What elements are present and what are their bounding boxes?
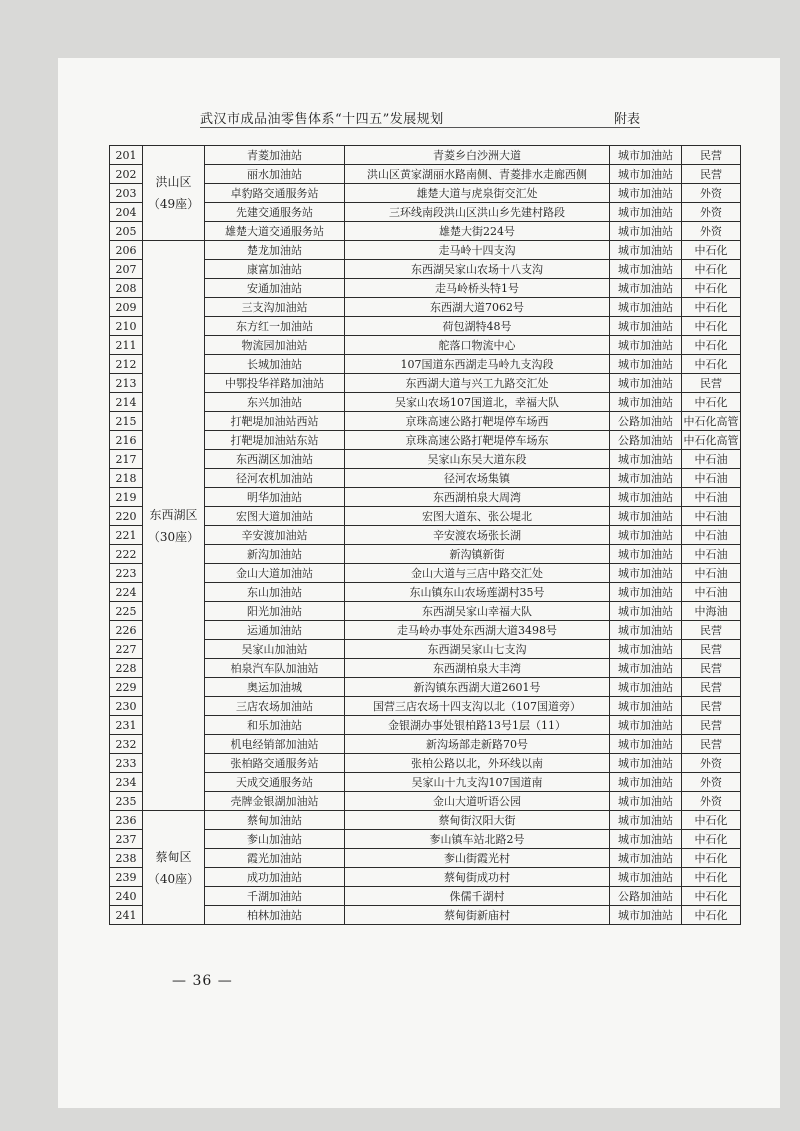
station-name-cell: 青菱加油站 <box>205 146 345 165</box>
row-number-cell: 224 <box>110 583 143 602</box>
address-cell: 京珠高速公路打靶堤停车场东 <box>345 431 610 450</box>
address-cell: 荷包湖特48号 <box>345 317 610 336</box>
table-row <box>110 849 741 868</box>
table-row <box>110 507 741 526</box>
address-cell: 蔡甸街汉阳大街 <box>345 811 610 830</box>
station-table <box>109 145 741 925</box>
station-name-cell: 中鄂投华祥路加油站 <box>205 374 345 393</box>
row-number-cell: 204 <box>110 203 143 222</box>
station-name-cell: 宏图大道加油站 <box>205 507 345 526</box>
station-type-cell: 城市加油站 <box>610 469 682 488</box>
station-name-cell: 运通加油站 <box>205 621 345 640</box>
ownership-cell: 民营 <box>682 735 741 754</box>
station-type-cell: 城市加油站 <box>610 355 682 374</box>
address-cell: 辛安渡农场张长湖 <box>345 526 610 545</box>
district-count: （30座） <box>147 529 200 544</box>
station-name-cell: 蔡甸加油站 <box>205 811 345 830</box>
station-type-cell: 城市加油站 <box>610 678 682 697</box>
table-row <box>110 488 741 507</box>
district-count: （49座） <box>147 197 200 211</box>
station-type-cell: 城市加油站 <box>610 222 682 241</box>
station-type-cell: 城市加油站 <box>610 241 682 260</box>
row-number-cell: 218 <box>110 469 143 488</box>
table-row <box>110 545 741 564</box>
ownership-cell: 中石化 <box>682 241 741 260</box>
ownership-cell: 中海油 <box>682 602 741 621</box>
station-type-cell: 城市加油站 <box>610 564 682 583</box>
ownership-cell: 中石化高管 <box>682 412 741 431</box>
row-number-cell: 202 <box>110 165 143 184</box>
station-name-cell: 奓山加油站 <box>205 830 345 849</box>
row-number-cell: 222 <box>110 545 143 564</box>
station-name-cell: 卓豹路交通服务站 <box>205 184 345 203</box>
table-row <box>110 469 741 488</box>
station-type-cell: 城市加油站 <box>610 792 682 811</box>
ownership-cell: 中石化 <box>682 260 741 279</box>
table-row <box>110 222 741 241</box>
station-type-cell: 城市加油站 <box>610 849 682 868</box>
ownership-cell: 中石化 <box>682 355 741 374</box>
table-row <box>110 773 741 792</box>
table-row <box>110 317 741 336</box>
row-number-cell: 241 <box>110 906 143 925</box>
table-row <box>110 811 741 830</box>
ownership-cell: 外资 <box>682 773 741 792</box>
table-row <box>110 184 741 203</box>
station-name-cell: 吴家山加油站 <box>205 640 345 659</box>
ownership-cell: 民营 <box>682 659 741 678</box>
page-number: — 36 — <box>172 973 233 989</box>
station-name-cell: 张柏路交通服务站 <box>205 754 345 773</box>
station-name-cell: 和乐加油站 <box>205 716 345 735</box>
address-cell: 东山镇东山农场莲湖村35号 <box>345 583 610 602</box>
table-row <box>110 450 741 469</box>
station-name-cell: 打靶堤加油站东站 <box>205 431 345 450</box>
station-type-cell: 城市加油站 <box>610 697 682 716</box>
address-cell: 东西湖大道与兴工九路交汇处 <box>345 374 610 393</box>
table-row <box>110 241 741 260</box>
ownership-cell: 中石油 <box>682 450 741 469</box>
ownership-cell: 中石油 <box>682 583 741 602</box>
station-name-cell: 东西湖区加油站 <box>205 450 345 469</box>
ownership-cell: 中石化 <box>682 336 741 355</box>
station-type-cell: 城市加油站 <box>610 545 682 564</box>
station-type-cell: 城市加油站 <box>610 526 682 545</box>
row-number-cell: 223 <box>110 564 143 583</box>
table-row <box>110 165 741 184</box>
station-name-cell: 打靶堤加油站西站 <box>205 412 345 431</box>
station-name-cell: 辛安渡加油站 <box>205 526 345 545</box>
ownership-cell: 民营 <box>682 146 741 165</box>
ownership-cell: 中石化 <box>682 298 741 317</box>
station-type-cell: 城市加油站 <box>610 659 682 678</box>
station-type-cell: 城市加油站 <box>610 602 682 621</box>
address-cell: 三环线南段洪山区洪山乡先建村路段 <box>345 203 610 222</box>
table-row <box>110 621 741 640</box>
station-name-cell: 东方红一加油站 <box>205 317 345 336</box>
address-cell: 蔡甸街新庙村 <box>345 906 610 925</box>
ownership-cell: 民营 <box>682 697 741 716</box>
row-number-cell: 216 <box>110 431 143 450</box>
address-cell: 金银湖办事处银柏路13号1层（11） <box>345 716 610 735</box>
station-type-cell: 公路加油站 <box>610 887 682 906</box>
row-number-cell: 230 <box>110 697 143 716</box>
row-number-cell: 205 <box>110 222 143 241</box>
station-name-cell: 丽水加油站 <box>205 165 345 184</box>
row-number-cell: 227 <box>110 640 143 659</box>
station-name-cell: 东山加油站 <box>205 583 345 602</box>
station-name-cell: 壳牌金银湖加油站 <box>205 792 345 811</box>
address-cell: 新沟场部走新路70号 <box>345 735 610 754</box>
table-row <box>110 716 741 735</box>
ownership-cell: 中石化 <box>682 317 741 336</box>
table-row <box>110 412 741 431</box>
table-row <box>110 887 741 906</box>
station-type-cell: 城市加油站 <box>610 583 682 602</box>
district-cell <box>143 241 205 811</box>
station-name-cell: 三店农场加油站 <box>205 697 345 716</box>
table-row <box>110 260 741 279</box>
station-type-cell: 城市加油站 <box>610 773 682 792</box>
address-cell: 东西湖大道7062号 <box>345 298 610 317</box>
station-type-cell: 城市加油站 <box>610 488 682 507</box>
address-cell: 吴家山东吴大道东段 <box>345 450 610 469</box>
station-name-cell: 东兴加油站 <box>205 393 345 412</box>
row-number-cell: 213 <box>110 374 143 393</box>
ownership-cell: 中石化 <box>682 830 741 849</box>
table-row <box>110 393 741 412</box>
station-name-cell: 成功加油站 <box>205 868 345 887</box>
district-name: 蔡甸区 <box>155 849 192 864</box>
row-number-cell: 220 <box>110 507 143 526</box>
address-cell: 雄楚大道与虎泉街交汇处 <box>345 184 610 203</box>
row-number-cell: 228 <box>110 659 143 678</box>
row-number-cell: 203 <box>110 184 143 203</box>
row-number-cell: 237 <box>110 830 143 849</box>
station-name-cell: 康富加油站 <box>205 260 345 279</box>
station-name-cell: 柏林加油站 <box>205 906 345 925</box>
address-cell: 东西湖吴家山七支沟 <box>345 640 610 659</box>
station-name-cell: 先建交通服务站 <box>205 203 345 222</box>
station-name-cell: 径河农机加油站 <box>205 469 345 488</box>
ownership-cell: 中石油 <box>682 545 741 564</box>
ownership-cell: 中石油 <box>682 469 741 488</box>
table-row <box>110 564 741 583</box>
station-name-cell: 三支沟加油站 <box>205 298 345 317</box>
row-number-cell: 238 <box>110 849 143 868</box>
row-number-cell: 229 <box>110 678 143 697</box>
address-cell: 吴家山十九支沟107国道南 <box>345 773 610 792</box>
station-type-cell: 城市加油站 <box>610 507 682 526</box>
address-cell: 东西湖吴家山农场十八支沟 <box>345 260 610 279</box>
address-cell: 走马岭办事处东西湖大道3498号 <box>345 621 610 640</box>
station-type-cell: 城市加油站 <box>610 184 682 203</box>
table-row <box>110 659 741 678</box>
address-cell: 东西湖吴家山幸福大队 <box>345 602 610 621</box>
header-rule <box>200 127 640 128</box>
station-type-cell: 城市加油站 <box>610 621 682 640</box>
address-cell: 新沟镇新街 <box>345 545 610 564</box>
address-cell: 吴家山农场107国道北，幸福大队 <box>345 393 610 412</box>
table-row <box>110 792 741 811</box>
ownership-cell: 民营 <box>682 640 741 659</box>
row-number-cell: 226 <box>110 621 143 640</box>
district-cell <box>143 146 205 241</box>
table-row <box>110 697 741 716</box>
station-type-cell: 城市加油站 <box>610 450 682 469</box>
row-number-cell: 234 <box>110 773 143 792</box>
ownership-cell: 中石油 <box>682 526 741 545</box>
row-number-cell: 206 <box>110 241 143 260</box>
row-number-cell: 225 <box>110 602 143 621</box>
table-row <box>110 298 741 317</box>
row-number-cell: 212 <box>110 355 143 374</box>
station-name-cell: 楚龙加油站 <box>205 241 345 260</box>
address-cell: 张柏公路以北，外环线以南 <box>345 754 610 773</box>
row-number-cell: 221 <box>110 526 143 545</box>
ownership-cell: 中石化 <box>682 868 741 887</box>
table-row <box>110 754 741 773</box>
station-type-cell: 城市加油站 <box>610 830 682 849</box>
ownership-cell: 民营 <box>682 678 741 697</box>
table-row <box>110 336 741 355</box>
table-row <box>110 830 741 849</box>
row-number-cell: 211 <box>110 336 143 355</box>
table-row <box>110 735 741 754</box>
ownership-cell: 中石化 <box>682 887 741 906</box>
ownership-cell: 中石化 <box>682 906 741 925</box>
ownership-cell: 中石油 <box>682 488 741 507</box>
table-row <box>110 678 741 697</box>
address-cell: 青菱乡白沙洲大道 <box>345 146 610 165</box>
ownership-cell: 民营 <box>682 165 741 184</box>
row-number-cell: 217 <box>110 450 143 469</box>
station-type-cell: 城市加油站 <box>610 165 682 184</box>
ownership-cell: 外资 <box>682 203 741 222</box>
table-row <box>110 526 741 545</box>
row-number-cell: 236 <box>110 811 143 830</box>
ownership-cell: 外资 <box>682 184 741 203</box>
station-type-cell: 公路加油站 <box>610 431 682 450</box>
district-cell <box>143 811 205 925</box>
row-number-cell: 214 <box>110 393 143 412</box>
table-row <box>110 583 741 602</box>
table-row <box>110 146 741 165</box>
row-number-cell: 233 <box>110 754 143 773</box>
station-type-cell: 城市加油站 <box>610 735 682 754</box>
address-cell: 东西湖柏泉大丰湾 <box>345 659 610 678</box>
ownership-cell: 中石化 <box>682 849 741 868</box>
station-name-cell: 千湖加油站 <box>205 887 345 906</box>
row-number-cell: 207 <box>110 260 143 279</box>
address-cell: 径河农场集镇 <box>345 469 610 488</box>
station-name-cell: 雄楚大道交通服务站 <box>205 222 345 241</box>
station-type-cell: 城市加油站 <box>610 640 682 659</box>
address-cell: 京珠高速公路打靶堤停车场西 <box>345 412 610 431</box>
station-name-cell: 天成交通服务站 <box>205 773 345 792</box>
table-row <box>110 355 741 374</box>
address-cell: 107国道东西湖走马岭九支沟段 <box>345 355 610 374</box>
row-number-cell: 232 <box>110 735 143 754</box>
table-row <box>110 640 741 659</box>
address-cell: 金山大道与三店中路交汇处 <box>345 564 610 583</box>
table-row <box>110 279 741 298</box>
station-type-cell: 城市加油站 <box>610 716 682 735</box>
table-row <box>110 868 741 887</box>
table-row <box>110 203 741 222</box>
ownership-cell: 外资 <box>682 222 741 241</box>
ownership-cell: 民营 <box>682 716 741 735</box>
row-number-cell: 239 <box>110 868 143 887</box>
row-number-cell: 210 <box>110 317 143 336</box>
address-cell: 新沟镇东西湖大道2601号 <box>345 678 610 697</box>
ownership-cell: 中石化 <box>682 393 741 412</box>
table-row <box>110 906 741 925</box>
station-type-cell: 城市加油站 <box>610 811 682 830</box>
address-cell: 雄楚大街224号 <box>345 222 610 241</box>
station-name-cell: 物流园加油站 <box>205 336 345 355</box>
station-name-cell: 安通加油站 <box>205 279 345 298</box>
ownership-cell: 民营 <box>682 621 741 640</box>
address-cell: 走马岭十四支沟 <box>345 241 610 260</box>
ownership-cell: 中石油 <box>682 507 741 526</box>
row-number-cell: 240 <box>110 887 143 906</box>
address-cell: 侏儒千湖村 <box>345 887 610 906</box>
station-type-cell: 城市加油站 <box>610 260 682 279</box>
station-type-cell: 城市加油站 <box>610 906 682 925</box>
address-cell: 奓山镇车站北路2号 <box>345 830 610 849</box>
ownership-cell: 外资 <box>682 754 741 773</box>
row-number-cell: 235 <box>110 792 143 811</box>
row-number-cell: 231 <box>110 716 143 735</box>
appendix-label: 附表 <box>613 112 640 127</box>
row-number-cell: 208 <box>110 279 143 298</box>
station-type-cell: 城市加油站 <box>610 298 682 317</box>
ownership-cell: 中石化高管 <box>682 431 741 450</box>
station-type-cell: 城市加油站 <box>610 146 682 165</box>
station-name-cell: 长城加油站 <box>205 355 345 374</box>
station-type-cell: 城市加油站 <box>610 374 682 393</box>
row-number-cell: 215 <box>110 412 143 431</box>
district-name: 洪山区 <box>155 175 192 189</box>
station-name-cell: 奥运加油城 <box>205 678 345 697</box>
ownership-cell: 中石化 <box>682 811 741 830</box>
row-number-cell: 219 <box>110 488 143 507</box>
address-cell: 蔡甸街成功村 <box>345 868 610 887</box>
station-type-cell: 城市加油站 <box>610 317 682 336</box>
address-cell: 东西湖柏泉大周湾 <box>345 488 610 507</box>
address-cell: 金山大道听语公园 <box>345 792 610 811</box>
district-name: 东西湖区 <box>149 507 198 522</box>
address-cell: 舵落口物流中心 <box>345 336 610 355</box>
address-cell: 奓山街霞光村 <box>345 849 610 868</box>
station-type-cell: 城市加油站 <box>610 279 682 298</box>
ownership-cell: 民营 <box>682 374 741 393</box>
station-type-cell: 城市加油站 <box>610 336 682 355</box>
address-cell: 宏图大道东、张公堤北 <box>345 507 610 526</box>
station-name-cell: 阳光加油站 <box>205 602 345 621</box>
station-type-cell: 城市加油站 <box>610 393 682 412</box>
ownership-cell: 外资 <box>682 792 741 811</box>
station-name-cell: 新沟加油站 <box>205 545 345 564</box>
station-name-cell: 机电经销部加油站 <box>205 735 345 754</box>
station-name-cell: 明华加油站 <box>205 488 345 507</box>
table-row <box>110 602 741 621</box>
row-number-cell: 209 <box>110 298 143 317</box>
station-type-cell: 城市加油站 <box>610 754 682 773</box>
station-type-cell: 城市加油站 <box>610 203 682 222</box>
station-type-cell: 城市加油站 <box>610 868 682 887</box>
address-cell: 洪山区黄家湖丽水路南侧、青菱排水走廊西侧 <box>345 165 610 184</box>
station-type-cell: 公路加油站 <box>610 412 682 431</box>
document-title: 武汉市成品油零售体系“十四五”发展规划 <box>200 112 444 127</box>
ownership-cell: 中石化 <box>682 279 741 298</box>
station-name-cell: 霞光加油站 <box>205 849 345 868</box>
station-name-cell: 金山大道加油站 <box>205 564 345 583</box>
table-row <box>110 431 741 450</box>
station-name-cell: 柏泉汽车队加油站 <box>205 659 345 678</box>
row-number-cell: 201 <box>110 146 143 165</box>
table-row <box>110 374 741 393</box>
address-cell: 走马岭桥头特1号 <box>345 279 610 298</box>
address-cell: 国营三店农场十四支沟以北（107国道旁） <box>345 697 610 716</box>
district-count: （40座） <box>147 871 200 886</box>
ownership-cell: 中石油 <box>682 564 741 583</box>
